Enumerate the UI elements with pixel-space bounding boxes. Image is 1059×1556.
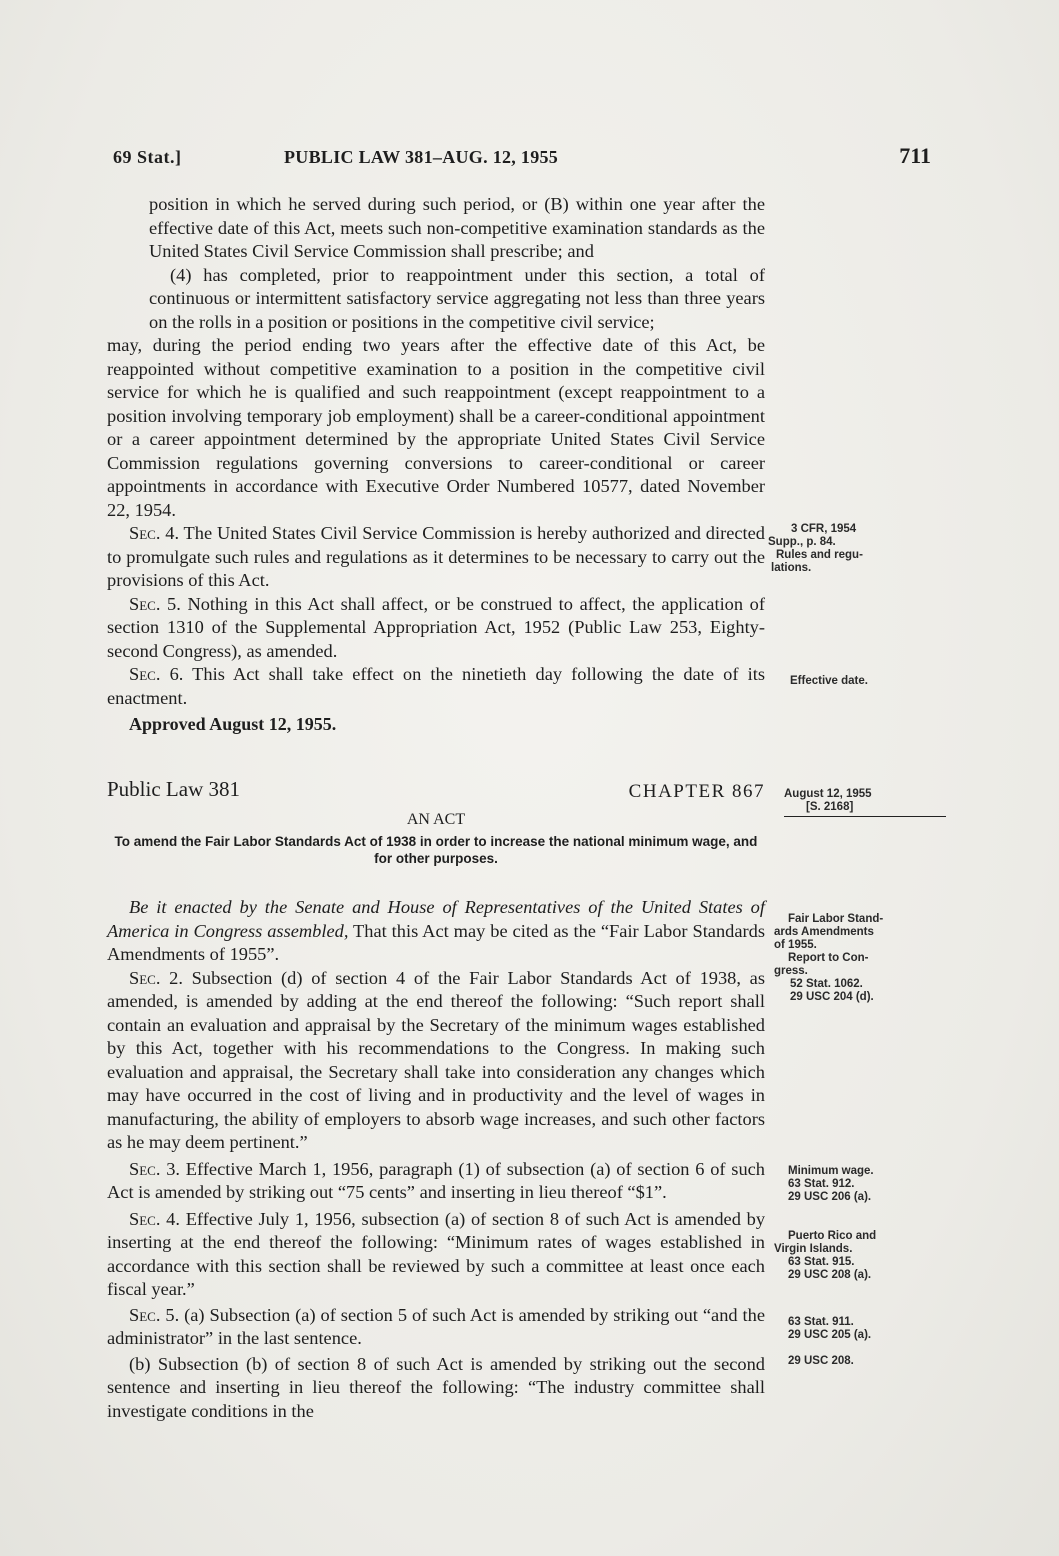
enacting-clause: Be it enacted by the Senate and House of Representatives of the United States of America in Congress assembled, That this Act may be cited as the “Fair Labor Standards Amendments of 1955”. bbox=[107, 897, 765, 964]
public-law-heading bbox=[107, 777, 765, 805]
section-label: Sec. 5. bbox=[129, 1304, 180, 1325]
margin-note-minimum-wage: Minimum wage. 63 Stat. 912. 29 USC 206 (a). bbox=[788, 1165, 874, 1203]
margin-note-sec5b: 29 USC 208. bbox=[788, 1355, 854, 1367]
paragraph-clause-4: (4) has completed, prior to reappointment under this section, a total of continuous or intermittent satisfactory service aggregating not less than three years on the rolls in a position or positions in the competitive civil service; bbox=[149, 264, 765, 332]
paragraph-sec-5b: (b) Subsection (b) of section 8 of such Act is amended by striking out the second sentence and inserting in lieu thereof the following: “The industry committee shall investigate conditions in the bbox=[107, 1353, 765, 1421]
page-number: 711 bbox=[899, 143, 931, 168]
margin-note-sec5a: 63 Stat. 911. 29 USC 205 (a). bbox=[788, 1316, 872, 1341]
margin-note-effective-date: Effective date. bbox=[790, 675, 868, 687]
body-text-bottom bbox=[107, 896, 765, 1423]
header-title: PUBLIC LAW 381–AUG. 12, 1955 bbox=[284, 147, 559, 167]
act-title: AN ACT bbox=[406, 811, 466, 828]
paragraph-sec-4: Sec. 4. The United States Civil Service Commission is hereby authorized and directed to promulgate such rules and regulations as it determines to be necessary to carry out the provisions of this Act. bbox=[107, 523, 766, 590]
body-text-top bbox=[107, 193, 765, 737]
approved-line: Approved August 12, 1955. bbox=[129, 714, 337, 734]
section-label: Sec. 3. bbox=[129, 1158, 181, 1179]
section-label: Sec. 4. bbox=[129, 1208, 180, 1229]
section-label: Sec. 4. bbox=[129, 523, 180, 543]
chapter-label: CHAPTER 867 bbox=[628, 781, 765, 802]
paragraph-sec-6: Sec. 6. This Act shall take effect on the ninetieth day following the date of its enactment. bbox=[107, 664, 765, 708]
running-header bbox=[113, 143, 931, 171]
section-label: Sec. 2. bbox=[129, 967, 183, 988]
margin-note-short-title: Fair Labor Stand- ards Amendments of 1955. Report to Con- gress. 52 Stat. 1062. 29 USC 204 (d). bbox=[774, 913, 884, 1003]
margin-note-cfr: 3 CFR, 1954 Supp., p. 84. Rules and regu- lations. bbox=[768, 523, 863, 574]
section-label: Sec. 5. bbox=[129, 593, 181, 614]
margin-note-enactment: August 12, 1955 [S. 2168] bbox=[784, 788, 934, 817]
paragraph-clause-b: position in which he served during such period, or (B) within one year after the effective date of this Act, meets such non-competitive examination standards as the United States Civil Service Commission shall prescribe; and bbox=[149, 194, 765, 261]
paragraph-sec-4b: Sec. 4. Effective July 1, 1956, subsection (a) of section 8 of such Act is amended by inserting at the end thereof the following: “Minimum rates of wages established in accordance with this section shall be reviewed by such a committee at least once each fiscal year.” bbox=[107, 1208, 766, 1299]
act-description: To amend the Fair Labor Standards Act of 1938 in order to increase the national minimum wage, and for other purposes. bbox=[114, 834, 758, 866]
margin-note-puerto-rico: Puerto Rico and Virgin Islands. 63 Stat. 915. 29 USC 208 (a). bbox=[774, 1230, 877, 1281]
volume-label: 69 Stat.] bbox=[113, 147, 182, 167]
paragraph-sec-5a: Sec. 5. (a) Subsection (a) of section 5 of such Act is amended by striking out “and the administrator” in the last sentence. bbox=[107, 1304, 766, 1348]
paragraph-sec-2: Sec. 2. Subsection (d) of section 4 of the Fair Labor Standards Act of 1938, as amended, is amended by adding at the end thereof the following: “Such report shall contain an evaluation and appraisal by the Secretary of the minimum wages established by this Act, together with his recommendations to the Congress. In making such evaluation and appraisal, the Secretary shall take into consideration any changes which may have occurred in the cost of living and in productivity and the level of wages in manufacturing, the ability of employers to absorb wage increases, and such other factors as he may deem pertinent.” bbox=[107, 967, 765, 1152]
section-label: Sec. 6. bbox=[129, 664, 184, 684]
public-law-label: Public Law 381 bbox=[107, 777, 240, 801]
paragraph-sec-5: Sec. 5. Nothing in this Act shall affect, or be construed to affect, the application of section 1310 of the Supplemental Appropriation Act, 1952 (Public Law 253, Eighty-second Congress), as amended. bbox=[107, 593, 765, 661]
paragraph-reappointment: may, during the period ending two years after the effective date of this Act, be reappointed without competitive examination to a position in the competitive civil service for which he is qualified and such reappointment (except reappointment to a position involving temporary job employment) shall be a career-conditional appointment or a career appointment determined by the appropriate United States Civil Service Commission regulations governing conversions to career-conditional or career appointments in accordance with Executive Order Numbered 10577, dated November 22, 1954. bbox=[107, 335, 765, 520]
paragraph-sec-3: Sec. 3. Effective March 1, 1956, paragraph (1) of subsection (a) of section 6 of such Act is amended by striking out “75 cents” and inserting in lieu thereof “$1”. bbox=[107, 1158, 766, 1202]
